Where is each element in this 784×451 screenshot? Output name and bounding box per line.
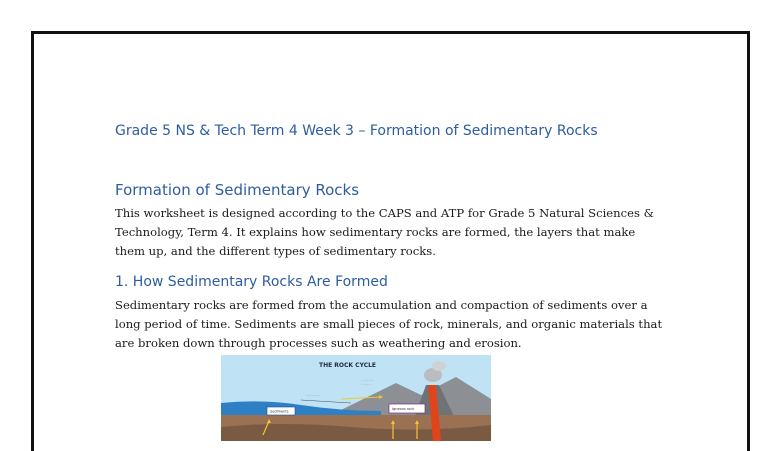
section-heading-how-formed: 1. How Sedimentary Rocks Are Formed bbox=[115, 274, 388, 290]
figure-annotation: ·· ······ ····· bbox=[361, 379, 374, 382]
volcano-smoke bbox=[432, 361, 446, 371]
figure-annotation: ········ ········ bbox=[306, 394, 321, 397]
intro-paragraph bbox=[115, 204, 675, 261]
rock-cycle-illustration bbox=[221, 355, 491, 441]
paragraph-line: Sedimentary rocks are formed from the accumulation and compaction of sediments over a bbox=[115, 298, 648, 312]
paragraph-line: are broken down through processes such as weathering and erosion. bbox=[115, 336, 522, 350]
paragraph-line: long period of time. Sediments are small pieces of rock, minerals, and organic materials that bbox=[115, 317, 663, 331]
igneous-rock-label: Igneous rock bbox=[392, 407, 415, 411]
figure-title: THE ROCK CYCLE bbox=[319, 362, 377, 369]
section-heading-formation: Formation of Sedimentary Rocks bbox=[115, 181, 360, 199]
document-title: Grade 5 NS & Tech Term 4 Week 3 – Formation of Sedimentary Rocks bbox=[115, 123, 598, 139]
formation-paragraph bbox=[115, 296, 675, 353]
paragraph-line: This worksheet is designed according to the CAPS and ATP for Grade 5 Natural Sciences & bbox=[115, 206, 654, 220]
rock-cycle-figure bbox=[221, 355, 491, 441]
paragraph-line: them up, and the different types of sedimentary rocks. bbox=[115, 244, 436, 258]
figure-annotation: ·· ······ ··· bbox=[361, 383, 372, 386]
sediments-label: Sediments bbox=[270, 409, 289, 414]
paragraph-line: Technology, Term 4. It explains how sedimentary rocks are formed, the layers that make bbox=[115, 225, 636, 239]
